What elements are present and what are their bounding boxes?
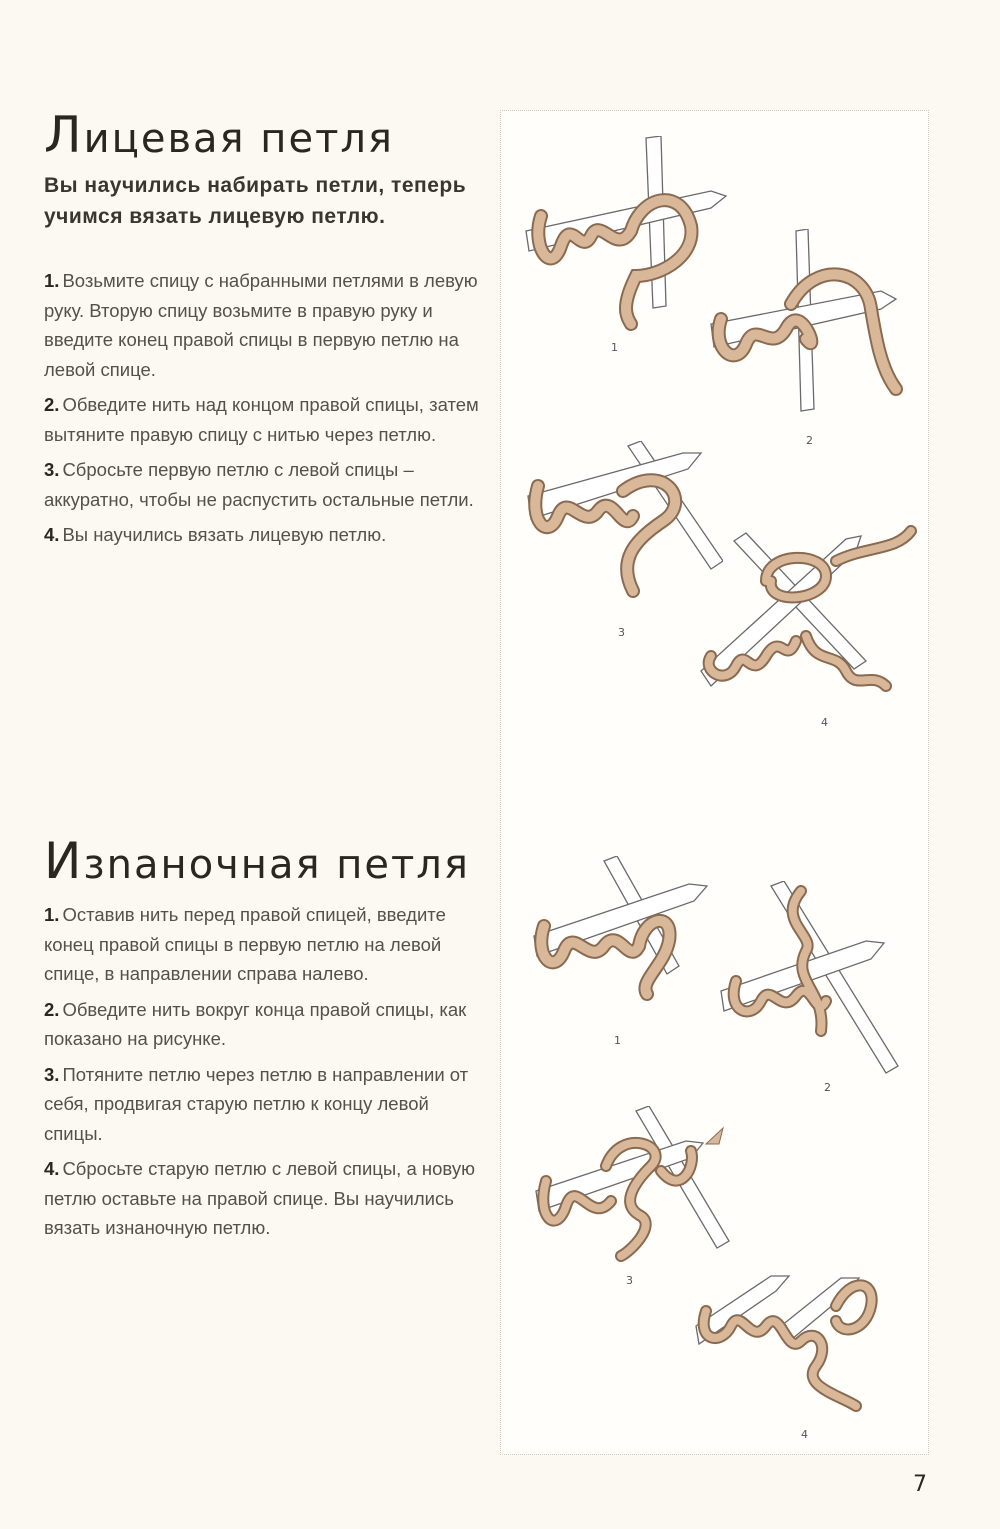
figure-number: 3 bbox=[626, 1274, 633, 1287]
knit-title-initial: Л bbox=[44, 106, 84, 164]
purl-steps bbox=[44, 900, 484, 1249]
step-text: Возьмите спицу с набранными петлями в левую руку. Вторую спицу возьмите в правую руку и введите конец правой спицы в первую петлю на левой спице. bbox=[44, 270, 478, 380]
step-text: Сбросьте старую петлю с левой спицы, а новую петлю оставьте на правой спице. Вы научились вязать изнаночную петлю. bbox=[44, 1158, 475, 1238]
step-number: 2. bbox=[44, 998, 60, 1020]
purl-step-2 bbox=[44, 995, 484, 1054]
figure-number: 2 bbox=[824, 1081, 831, 1094]
figure-number: 3 bbox=[618, 626, 625, 639]
knit-step-3 bbox=[44, 455, 484, 514]
knit-step-1 bbox=[44, 266, 484, 384]
purl-stitch-title bbox=[44, 832, 470, 890]
knit-stitch-title bbox=[44, 106, 394, 164]
illustration-panel bbox=[500, 110, 929, 1455]
page-number: 7 bbox=[913, 1472, 927, 1497]
knit-figure-1 bbox=[521, 136, 731, 354]
purl-figure-2 bbox=[716, 881, 906, 1094]
knit-title-rest: ицевая петля bbox=[83, 116, 394, 162]
purl-title-initial: И bbox=[44, 832, 84, 890]
step-number: 4. bbox=[44, 524, 60, 545]
step-text: Оставив нить перед правой спицей, введите конец правой спицы в первую петлю на левой спице, в направлении справа налево. bbox=[44, 904, 446, 984]
knit-figure-3 bbox=[523, 441, 723, 639]
purl-step-4 bbox=[44, 1154, 484, 1243]
knit-step-2 bbox=[44, 390, 484, 449]
step-text: Сбросьте первую петлю с левой спицы – аккуратно, чтобы не распустить остальные петли. bbox=[44, 459, 474, 510]
purl-figure-4 bbox=[691, 1266, 901, 1441]
purl-step-1 bbox=[44, 900, 484, 989]
knit-figure-4 bbox=[696, 521, 921, 729]
step-number: 3. bbox=[44, 1063, 60, 1085]
knit-step-4 bbox=[44, 520, 484, 550]
knit-steps bbox=[44, 266, 484, 556]
step-number: 1. bbox=[44, 904, 60, 925]
step-text: Вы научились вязать лицевую петлю. bbox=[62, 524, 387, 545]
figure-number: 4 bbox=[801, 1428, 808, 1441]
step-text: Потяните петлю через петлю в направлении от себя, продвигая старую петлю к концу левой спицы. bbox=[44, 1063, 469, 1144]
step-number: 1. bbox=[44, 270, 60, 291]
figure-number: 4 bbox=[821, 716, 828, 729]
purl-figure-1 bbox=[529, 856, 714, 1047]
step-number: 2. bbox=[44, 394, 60, 415]
knit-figure-2 bbox=[706, 229, 916, 447]
purl-step-3 bbox=[44, 1060, 484, 1149]
figure-number: 1 bbox=[611, 341, 618, 354]
purl-figure-3 bbox=[531, 1106, 731, 1287]
figure-number: 2 bbox=[806, 434, 813, 447]
step-number: 3. bbox=[44, 459, 60, 480]
figure-number: 1 bbox=[614, 1034, 621, 1047]
purl-title-rest: зnаночная петля bbox=[83, 842, 470, 888]
step-text: Обведите нить над концом правой спицы, затем вытяните правую спицу с нитью через петлю. bbox=[44, 394, 479, 445]
step-number: 4. bbox=[44, 1158, 60, 1179]
step-text: Обведите нить вокруг конца правой спицы, как показано на рисунке. bbox=[44, 998, 467, 1049]
knit-subtitle: Вы научились набирать петли, теперь учимся вязать лицевую петлю. bbox=[44, 174, 467, 228]
